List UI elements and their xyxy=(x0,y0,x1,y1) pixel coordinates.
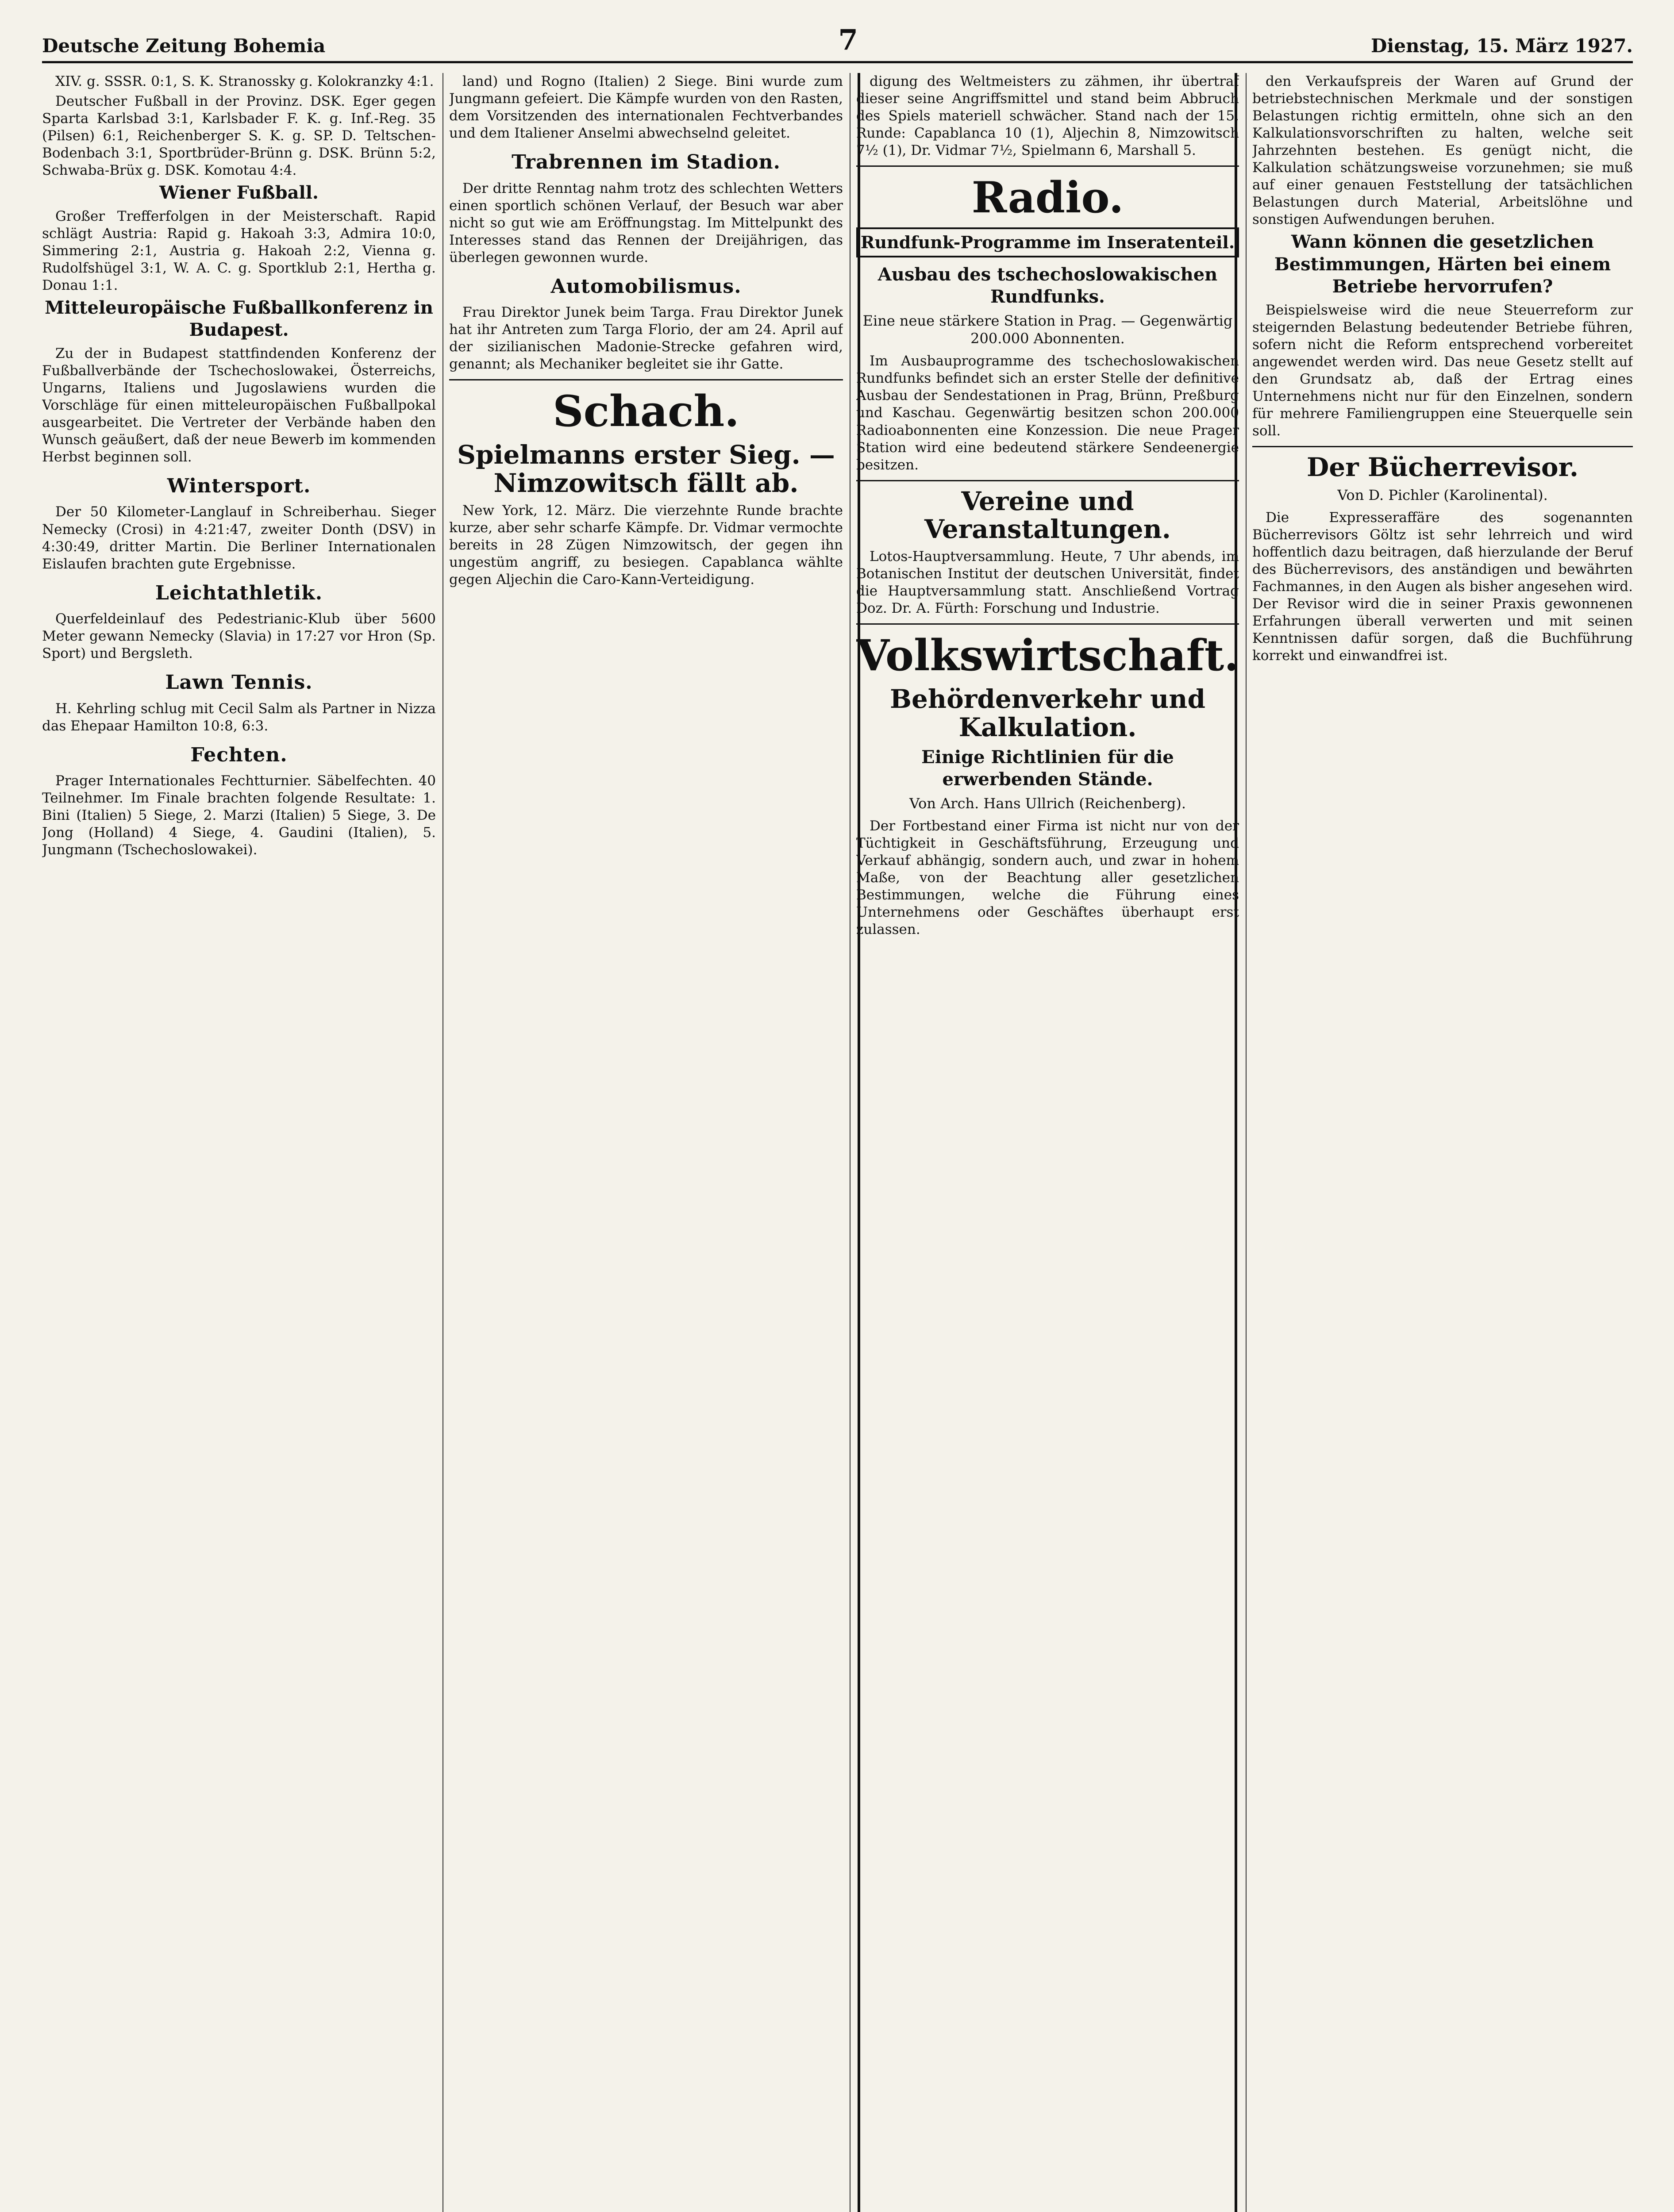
masthead xyxy=(42,23,1633,57)
heading-volkswirtschaft: Volkswirtschaft. xyxy=(856,630,1239,681)
section-rule xyxy=(1252,446,1633,447)
heading-vereine: Vereine und Veranstaltungen. xyxy=(924,486,1171,545)
wintersport-text: Der 50 Kilometer-Langlauf in Schreiberhau. Sieger Nemecky (Crosi) in 4:21:47, zweiter Donth (DSV) in 4:30:49, dritter Martin. Die Berliner Internationalen Eislaufen brachten gute Ergebnisse. xyxy=(42,504,436,572)
section-rule xyxy=(449,379,843,380)
automobilismus-text: Frau Direktor Junek beim Targa. Frau Direktor Junek hat ihr Antreten zum Targa Florio, der am 24. April auf der sizilianischen Madonie-Strecke gefahren wird, genannt; als Mechaniker begleitet sie ihr Gatte. xyxy=(449,304,843,373)
schach-text: New York, 12. März. Die vierzehnte Runde brachte kurze, aber sehr scharfe Kämpfe. Dr. Vidmar vermochte bereits in 28 Zügen Nimzowitsch, der gegen ihn ungestüm angriff, zu besiegen. Capablanca wählte gegen Aljechin die Caro-Kann-Verteidigung. xyxy=(449,502,843,588)
heading-leichtathletik: Leichtathletik. xyxy=(155,581,323,604)
heading-trabrennen: Trabrennen im Stadion. xyxy=(512,151,781,174)
section-rule xyxy=(856,480,1239,481)
heading-lawn-tennis: Lawn Tennis. xyxy=(165,671,313,694)
rundfunk-text: Im Ausbauprogramme des tschechoslowakischen Rundfunks befindet sich an erster Stelle der definitive Ausbau der Sendestationen in Prag, Brünn, Preßburg und Kaschau. Gegenwärtig besitzen schon 200.000 Radioabonnenten eine Konzession. Die neue Prager Station wird eine bedeutend stärkere Sendeenergie besitzen. xyxy=(856,353,1239,473)
issue-date: Dienstag, 15. März 1927. xyxy=(1370,35,1633,57)
heading-behoerdenverkehr: Behördenverkehr und Kalkulation. xyxy=(889,684,1206,743)
section-rule xyxy=(856,165,1239,167)
article-byline: Von Arch. Hans Ullrich (Reichenberg). xyxy=(909,795,1186,812)
sport-intro-1: XIV. g. SSSR. 0:1, S. K. Stranossky g. Kolokranzky 4:1. xyxy=(55,73,434,89)
wiener-fussball-text: Großer Trefferfolgen in der Meisterschaft. Rapid schlägt Austria: Rapid g. Hakoah 3:3, Admira 10:0, Simmering 2:1, Austria g. Hakoah 2:2, Vienna g. Rudolfshügel 3:1, W. A. C. g. Sportklub 2:1, Hertha g. Donau 1:1. xyxy=(42,208,436,293)
column-sport-2 xyxy=(449,73,843,2212)
heading-schach: Schach. xyxy=(553,386,739,437)
lawn-tennis-text: H. Kehrling schlug mit Cecil Salm als Partner in Nizza das Ehepaar Hamilton 10:8, 6:3. xyxy=(42,700,436,734)
heading-wann-koennen: Wann können die gesetzlichen Bestimmungen, Härten bei einem Betriebe hervorrufen? xyxy=(1274,231,1611,297)
buecherrevisor-byline: Von D. Pichler (Karolinental). xyxy=(1337,486,1548,503)
schach-subheading: Spielmanns erster Sieg. — Nimzowitsch fällt ab. xyxy=(457,440,835,499)
schach-continued: digung des Weltmeisters zu zähmen, ihr übertraf dieser seine Angriffsmittel und stand beim Abbruch des Spiels materiell schwächer. Stand nach der 15. Runde: Capablanca 10 (1), Aljechin 8, Nimzowitsch 7½ (1), Dr. Vidmar 7½, Spielmann 6, Marshall 5. xyxy=(856,73,1239,159)
wann-koennen-text: Beispielsweise wird die neue Steuerreform zur steigernden Belastung bedeutender Betriebe führen, sofern nicht die Reform entsprechend vorbereitet angewendet werden wird. Das neue Gesetz stellt auf den Grundsatz ab, daß der Ertrag eines Unternehmens nicht nur für den Einzelnen, sondern für mehrere Familiengruppen eine Steuerquelle sein soll. xyxy=(1252,302,1633,439)
column-wirtschaft-2 xyxy=(1252,73,1633,2212)
column-divider xyxy=(1246,73,1247,2212)
trabrennen-text: Der dritte Renntag nahm trotz des schlechten Wetters einen sportlich schönen Verlauf, der Besuch war aber nicht so gut wie am Eröffnungstag. Im Mittelpunkt des Interesses stand das Rennen der Dreijährigen, das überlegen gewonnen wurde. xyxy=(449,180,843,265)
leichtathletik-text: Querfeldeinlauf des Pedestrianic-Klub über 5600 Meter gewann Nemecky (Slavia) in 17:27 vor Hron (Sp. Sport) und Bergsleth. xyxy=(42,611,436,662)
heading-wiener-fussball: Wiener Fußball. xyxy=(159,182,319,204)
newspaper-name: Deutsche Zeitung Bohemia xyxy=(42,35,326,57)
page-number: 7 xyxy=(838,23,858,57)
buecherrevisor-text: Die Expresseraffäre des sogenannten Bücherrevisors Göltz ist sehr lehrreich und wird hoffentlich dazu beitragen, daß hierzulande der Beruf des Bücherrevisors, des anständigen und bewährten Fachmannes, in den Augen als bisher angesehen wird. Der Revisor wird die in seiner Praxis gewonnenen Erfahrungen überall verwerten und mit seinen Kenntnissen dafür sorgen, daß die Buchführung korrekt und einwandfrei ist. xyxy=(1252,510,1633,664)
heading-fechten: Fechten. xyxy=(190,743,288,766)
fechten-text: Prager Internationales Fechtturnier. Säbelfechten. 40 Teilnehmer. Im Finale brachten folgende Resultate: 1. Bini (Italien) 5 Siege, 2. Marzi (Italien) 5 Siege, 3. De Jong (Holland) 4 Siege, 4. Gaudini (Italien), 5. Jungmann (Tschechoslowakei). xyxy=(42,773,436,858)
heading-automobilismus: Automobilismus. xyxy=(550,275,742,298)
section-rule xyxy=(856,623,1239,625)
vereine-text: Lotos-Hauptversammlung. Heute, 7 Uhr abends, im Botanischen Institut der deutschen Universität, findet die Hauptversammlung statt. Anschließend Vortrag Doz. Dr. A. Fürth: Forschung und Industrie. xyxy=(856,549,1239,617)
behoerdenverkehr-text: Der Fortbestand einer Firma ist nicht nur von der Tüchtigkeit in Geschäftsführung, Erzeugung und Verkauf abhängig, sondern auch, und zwar in hohem Maße, von der Beachtung aller gesetzlichen Bestimmungen, welche die Führung eines Unternehmens oder Geschäftes überhaupt erst zulassen. xyxy=(856,818,1239,938)
behoerdenverkehr-subheading: Einige Richtlinien für die erwerbenden Stände. xyxy=(921,746,1174,790)
heading-rundfunk-ausbau: Ausbau des tschechoslowakischen Rundfunks. xyxy=(877,264,1218,307)
heading-buecherrevisor: Der Bücherrevisor. xyxy=(1306,452,1579,482)
column-radio-wirtschaft xyxy=(856,73,1239,2212)
heading-radio: Radio. xyxy=(971,173,1124,223)
heading-mitteleuropa: Mitteleuropäische Fußballkonferenz in Budapest. xyxy=(45,297,433,341)
masthead-rule xyxy=(42,61,1633,63)
heading-wintersport: Wintersport. xyxy=(167,475,311,498)
mitteleuropa-text: Zu der in Budapest stattfindenden Konferenz der Fußballverbände der Tschechoslowakei, Österreichs, Ungarns, Italiens und Jugoslawiens wurden die Vorschläge für einen mitteleuropäischen Fußballpokal ausgearbeitet. Die Vertreter der Verbände haben den Wunsch geäußert, daß der neue Bewerb im kommenden Herbst beginnen soll. xyxy=(42,345,436,465)
column-sport xyxy=(42,73,436,2212)
rundfunk-subheading: Eine neue stärkere Station in Prag. — Gegenwärtig 200.000 Abonnenten. xyxy=(862,312,1233,347)
fechten-continued: land) und Rogno (Italien) 2 Siege. Bini wurde zum Jungmann gefeiert. Die Kämpfe wurden von den Rasten, dem Vorsitzenden des internationalen Fechtverbandes und dem Italiener Anselmi abwechselnd geleitet. xyxy=(449,73,843,142)
kalkulation-continued: den Verkaufspreis der Waren auf Grund der betriebstechnischen Merkmale und der sonstigen Belastungen richtig ermitteln, ohne sich an den Kalkulationsvorschriften zu halten, welche seit Jahrzehnten bestehen. Es genügt nicht, die Kalkulation schätzungsweise vorzunehmen; sie muß auf einer genauen Feststellung der tatsächlichen Belastungen durch Material, Arbeitslöhne und sonstigen Aufwendungen beruhen. xyxy=(1252,73,1633,228)
sport-intro-2: Deutscher Fußball in der Provinz. DSK. Eger gegen Sparta Karlsbad 3:1, Karlsbader F. K. g. Inf.-Reg. 35 (Pilsen) 6:1, Reichenberger S. K. g. SP. D. Teltschen-Bodenbach 3:1, Sportbrüder-Brünn g. DSK. Brünn 5:2, Schwaba-Brüx g. DSK. Komotau 4:4. xyxy=(42,93,436,179)
radio-program-box: Rundfunk-Programme im Inseratenteil. xyxy=(856,227,1239,257)
